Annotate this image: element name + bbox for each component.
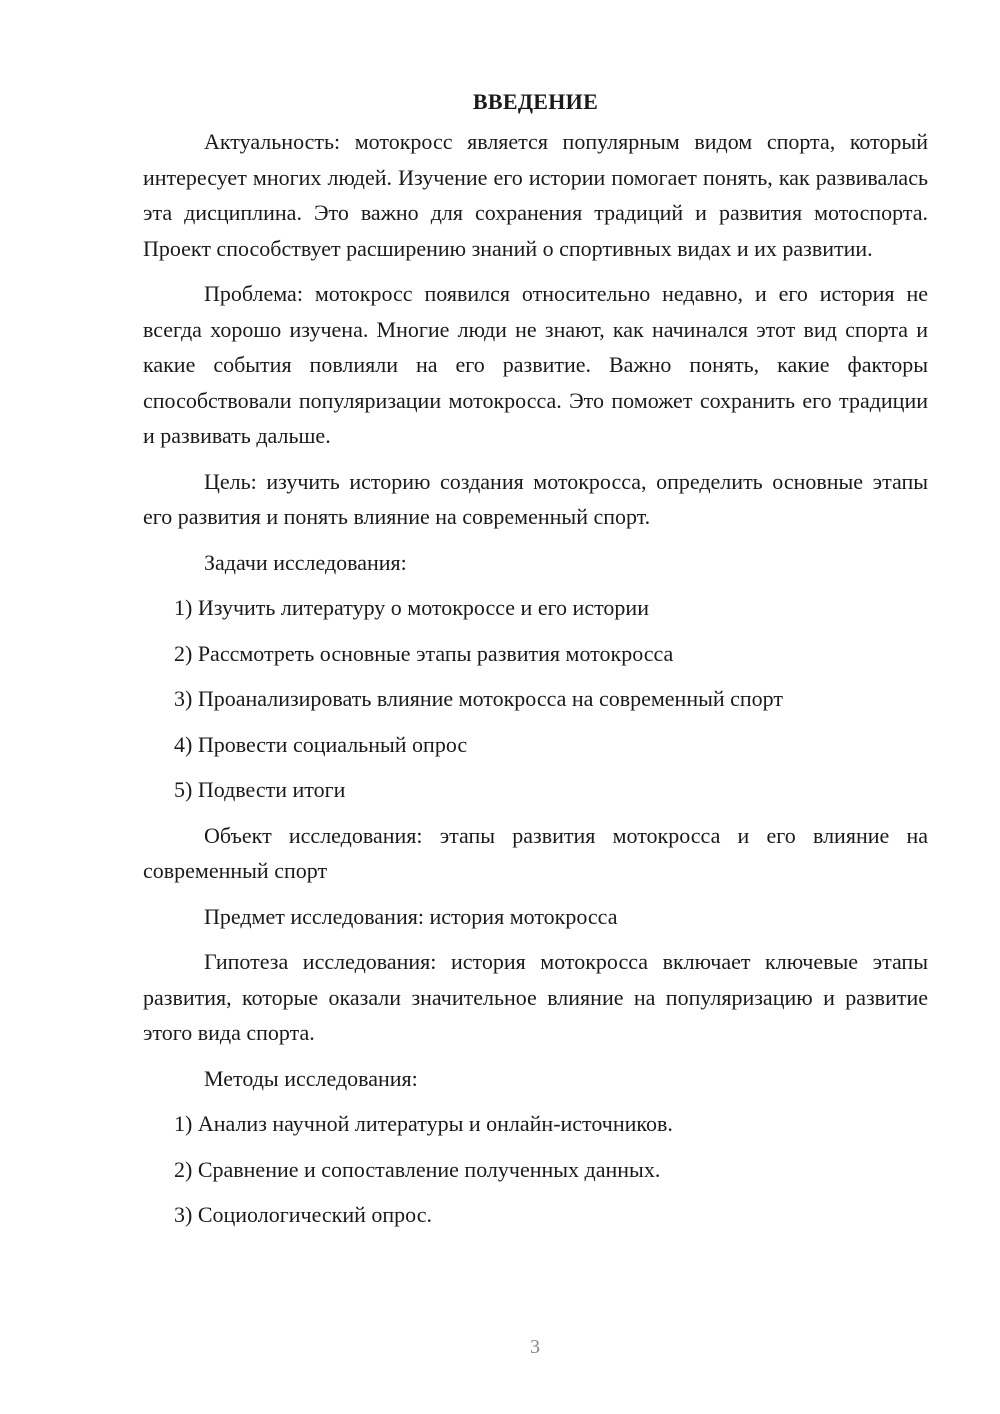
page-title: ВВЕДЕНИЕ <box>472 89 599 114</box>
object-paragraph: Объект исследования: этапы развития мотокросса и его влияние на современный спорт <box>143 822 928 883</box>
page-number: 3 <box>530 1336 540 1358</box>
subject-paragraph: Предмет исследования: история мотокросса <box>204 903 618 929</box>
problem-paragraph: Проблема: мотокросс появился относительно недавно, и его история не всегда хорошо изучена. Многие люди не знают, как начинался этот вид спорта и какие события повлияли на его развитие. Важно понять, какие факторы способствовали популяризации мотокросса. Это поможет сохранить его традиции и развивать дальше. <box>143 281 928 448</box>
tasks-list <box>143 590 928 808</box>
methods-list <box>143 1106 928 1233</box>
methods-heading: Методы исследования: <box>204 1065 418 1091</box>
task-item: 1) Изучить литературу о мотокроссе и его истории <box>174 595 649 620</box>
hypothesis-paragraph: Гипотеза исследования: история мотокросса включает ключевые этапы развития, которые оказали значительное влияние на популяризацию и развитие этого вида спорта. <box>143 949 928 1045</box>
task-item: 4) Провести социальный опрос <box>174 731 468 757</box>
method-item: 2) Сравнение и сопоставление полученных данных. <box>174 1156 661 1182</box>
task-item: 5) Подвести итоги <box>174 777 346 802</box>
method-item: 3) Социологический опрос. <box>174 1202 432 1227</box>
goal-paragraph: Цель: изучить историю создания мотокросса, определить основные этапы его развития и понять влияние на современный спорт. <box>143 468 928 529</box>
task-item: 3) Проанализировать влияние мотокросса на современный спорт <box>174 686 784 711</box>
task-item: 2) Рассмотреть основные этапы развития мотокросса <box>174 640 674 666</box>
tasks-heading: Задачи исследования: <box>204 549 407 575</box>
relevance-paragraph: Актуальность: мотокросс является популярным видом спорта, который интересует многих людей. Изучение его истории помогает понять, как развивалась эта дисциплина. Это важно для сохранения традиций и развития мотоспорта. Проект способствует расширению знаний о спортивных видах и их развитии. <box>143 129 928 261</box>
document-page <box>143 88 928 1243</box>
method-item: 1) Анализ научной литературы и онлайн-источников. <box>174 1111 673 1136</box>
